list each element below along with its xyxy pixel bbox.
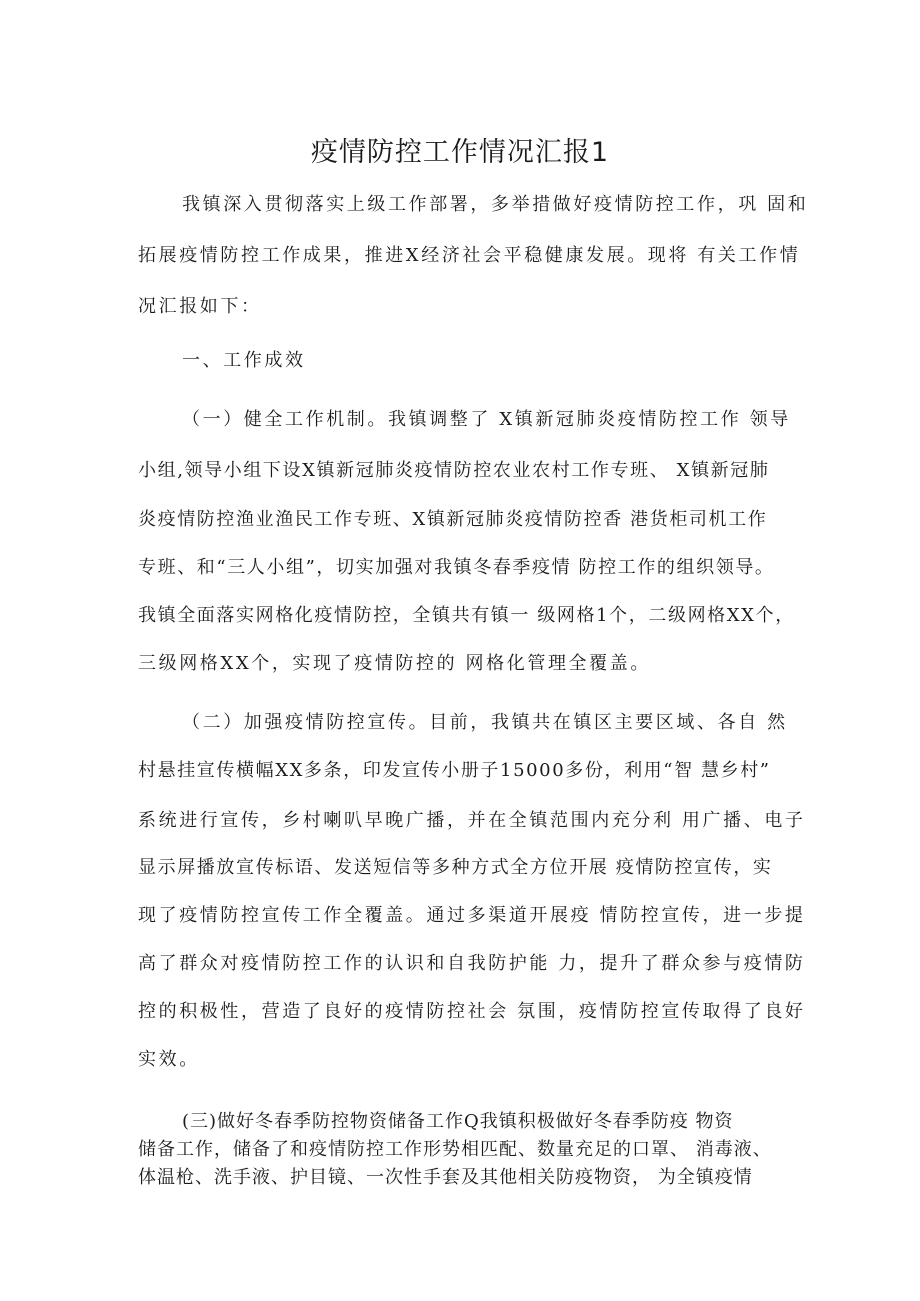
document-title: 疫情防控工作情况汇报1 [310,137,610,168]
para2-line-3: 系统进行宣传，乡村喇叭早晚广播，并在全镇范围内充分利 用广播、电子 [138,810,806,831]
intro-line-1: 我镇深入贯彻落实上级工作部署，多举措做好疫情防控工作，巩 固和 [182,194,809,215]
para1-line-1: （一）健全工作机制。我镇调整了 X镇新冠肺炎疫情防控工作 领导 [182,409,791,430]
para1-line-2: 小组,领导小组下设X镇新冠肺炎疫情防控农业农村工作专班、 X镇新冠肺 [138,460,770,481]
intro-line-2: 拓展疫情防控工作成果，推进X经济社会平稳健康发展。现将 有关工作情 [138,245,801,266]
para2-line-1: （二）加强疫情防控宣传。目前，我镇共在镇区主要区域、各自 然 [182,712,788,733]
para1-line-4: 专班、和“三人小组”，切实加强对我镇冬春季疫情 防控工作的组织领导。 [138,557,775,578]
intro-line-3: 况汇报如下： [138,296,262,317]
para1-line-6: 三级网格XX个，实现了疫情防控的 网格化管理全覆盖。 [138,653,651,674]
para2-line-2: 村悬挂宣传横幅XX多条，印发宣传小册子15000多份，利用“智 慧乡村” [138,760,771,781]
para1-line-3: 炎疫情防控渔业渔民工作专班、X镇新冠肺炎疫情防控香 港货柜司机工作 [138,509,768,530]
para1-line-5: 我镇全面落实网格化疫情防控，全镇共有镇一 级网格1个，二级网格XX个， [138,605,795,626]
section-heading: 一、工作成效 [182,350,306,371]
para2-line-8: 实效。 [138,1049,200,1070]
para2-line-6: 高了群众对疫情防控工作的认识和自我防护能 力，提升了群众参与疫情防 [138,953,806,974]
para3-line-3: 体温枪、洗手液、护目镜、一次性手套及其他相关防疫物资， 为全镇疫情 [138,1167,753,1188]
para2-line-5: 现了疫情防控宣传工作全覆盖。通过多渠道开展疫 情防控宣传，进一步提 [138,905,806,926]
para3-line-1: (三)做好冬春季防控物资储备工作Q我镇积极做好冬春季防疫 物资 [182,1111,734,1132]
para3-line-2: 储备工作，储备了和疫情防控工作形势相匹配、数量充足的口罩、 消毒液、 [138,1139,772,1160]
para2-line-4: 显示屏播放宣传标语、发送短信等多种方式全方位开展 疫情防控宣传，实 [138,857,773,878]
para2-line-7: 控的积极性，营造了良好的疫情防控社会 氛围，疫情防控宣传取得了良好 [138,1001,806,1022]
